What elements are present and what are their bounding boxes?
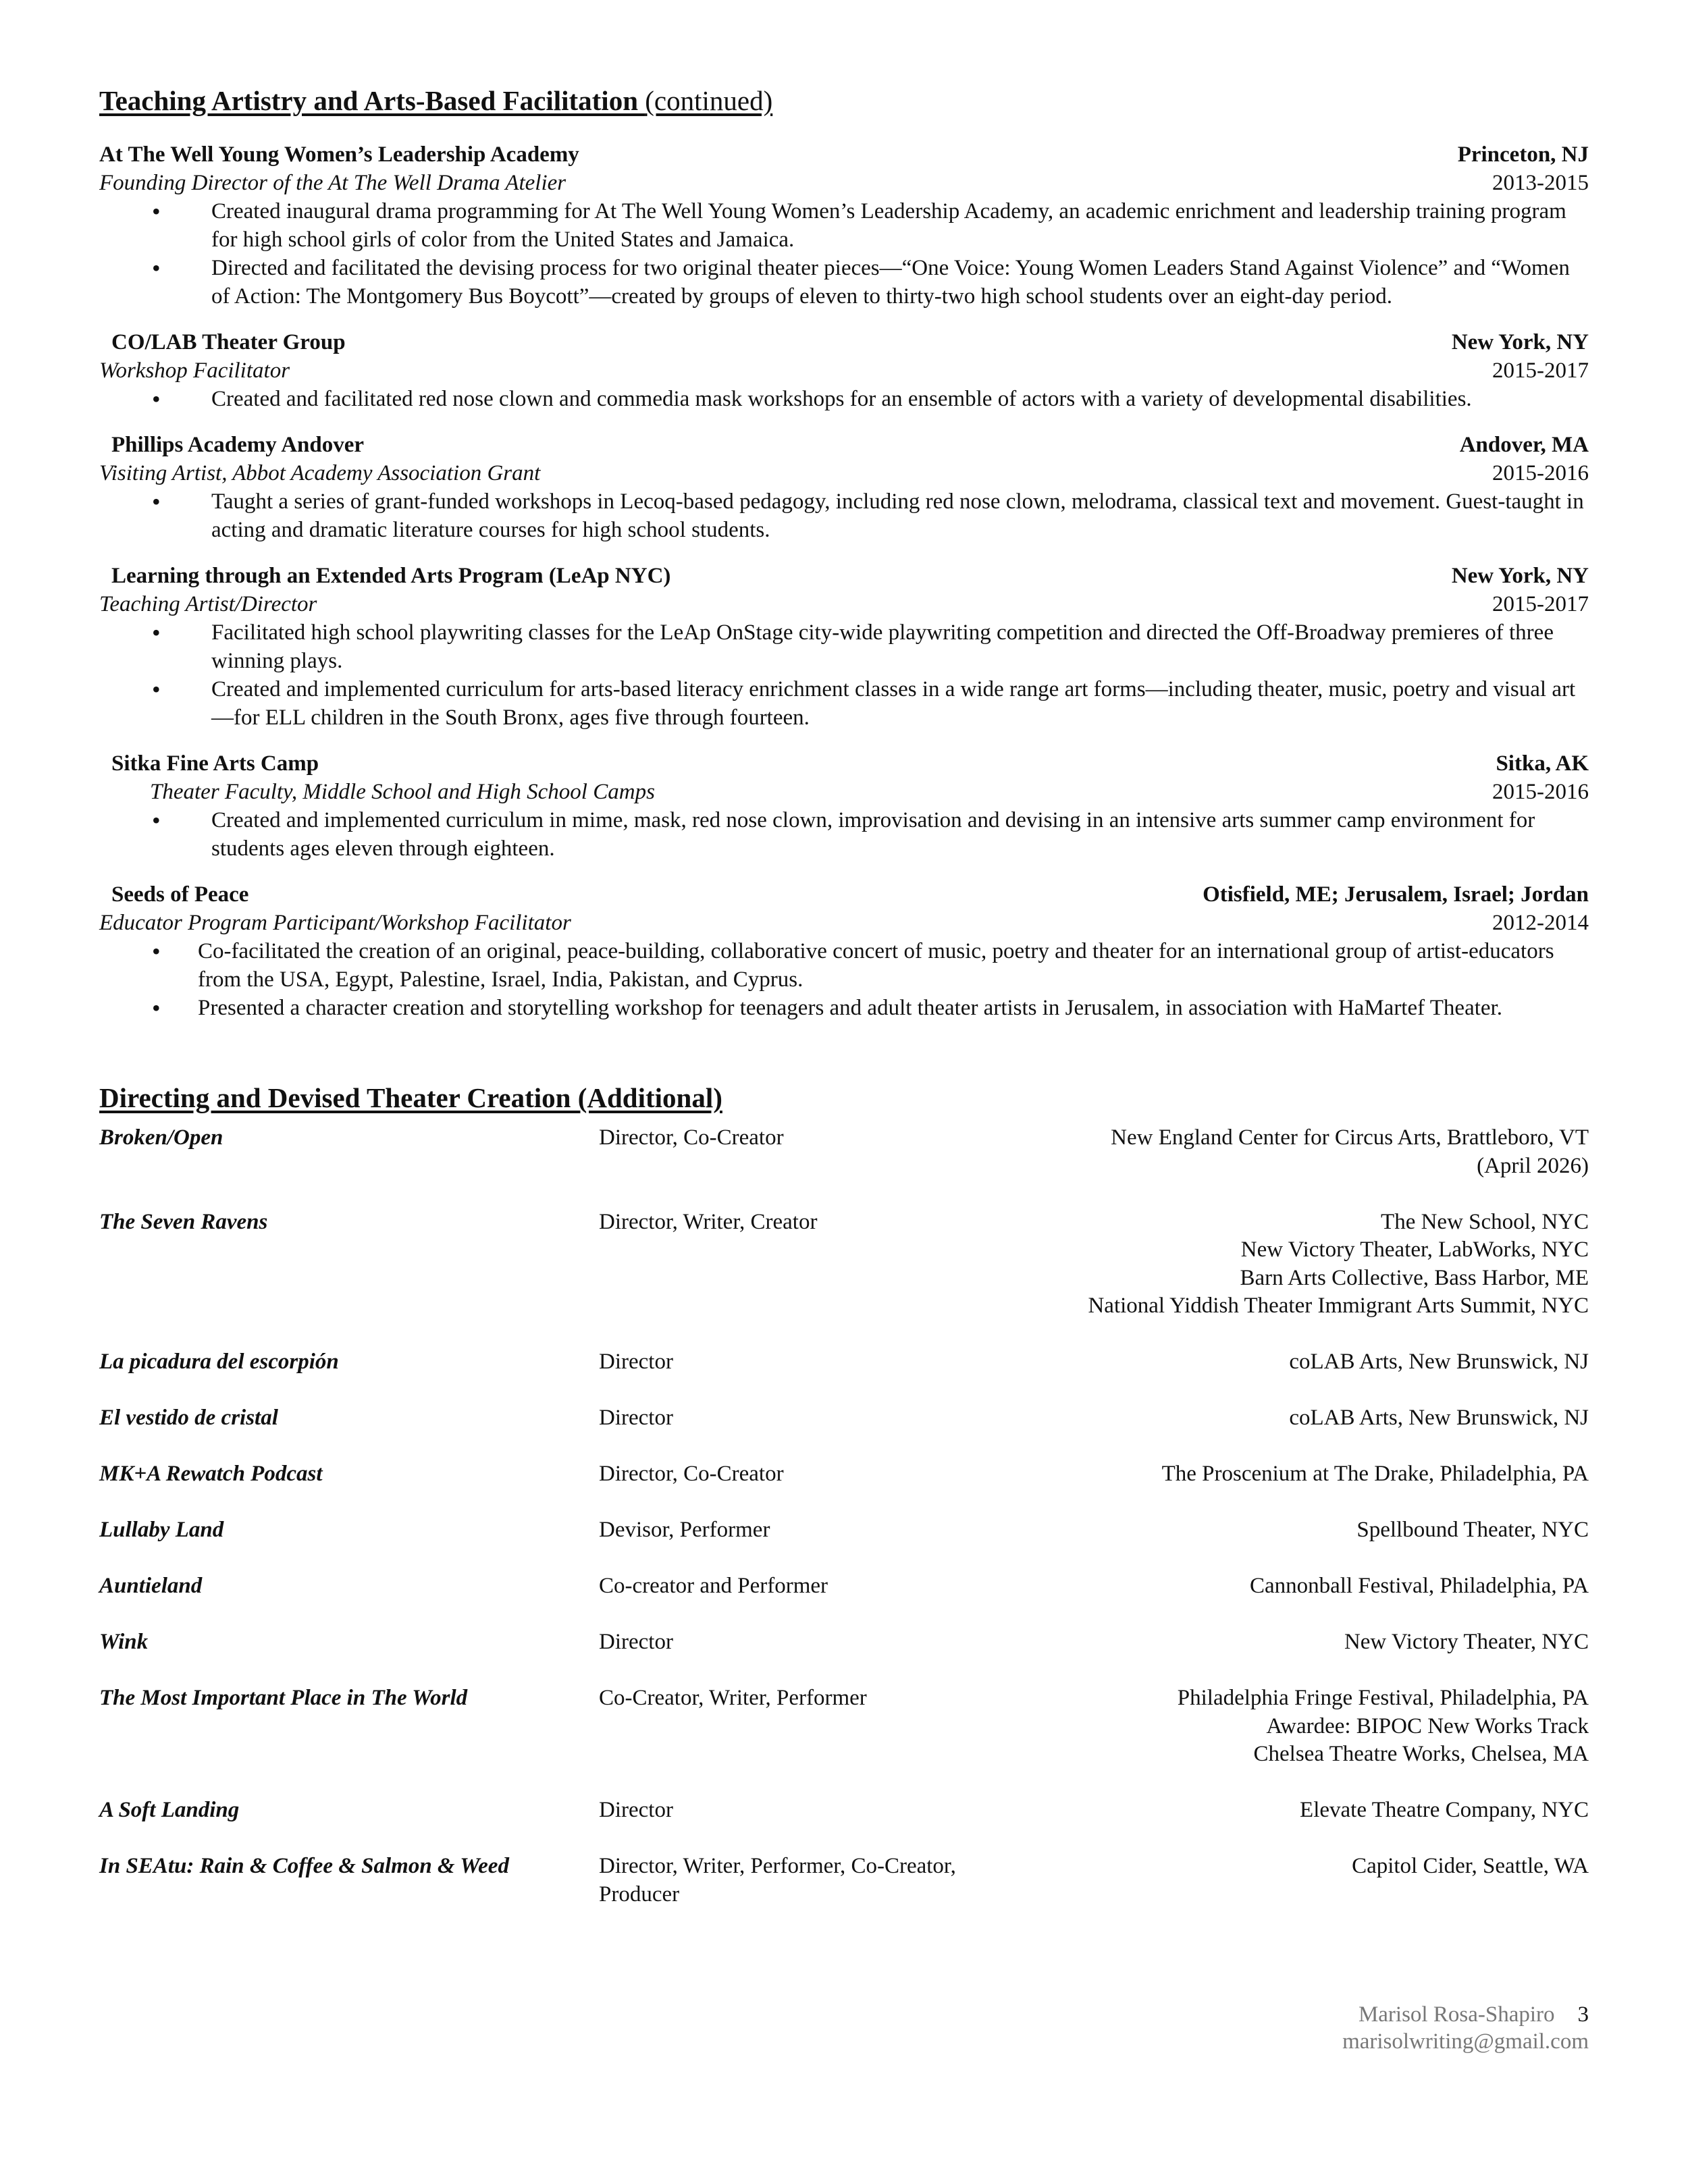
entry-org: Seeds of Peace <box>111 882 249 907</box>
section-title-directing: Directing and Devised Theater Creation (Additional) <box>99 1082 722 1114</box>
entry-colab <box>99 328 1589 413</box>
production-title: Auntieland <box>99 1574 203 1599</box>
bullet-item: • Created and implemented curriculum in mime, mask, red nose clown, improvisation and devising in an intensive arts summer camp environment for students ages eleven through eighteen. <box>99 806 1589 863</box>
production-venues <box>1031 1404 1589 1433</box>
entry-org: At The Well Young Women’s Leadership Academy <box>99 142 579 167</box>
production-role: Director, Co-Creator <box>599 1125 784 1150</box>
entry-bullets <box>99 487 1589 544</box>
production-role: Co-creator and Performer <box>599 1574 828 1599</box>
venue-line: Cannonball Festival, Philadelphia, PA <box>1249 1574 1589 1599</box>
production-venues <box>1031 1208 1589 1321</box>
production-role: Director <box>599 1798 673 1823</box>
entry-location: Andover, MA <box>1459 433 1589 458</box>
venue-line: New Victory Theater, NYC <box>1344 1630 1589 1655</box>
entry-location: New York, NY <box>1451 564 1589 589</box>
entry-years: 2015-2017 <box>1492 592 1589 617</box>
production-role: Director <box>599 1406 673 1431</box>
production-row <box>99 1628 1589 1657</box>
production-title: Broken/Open <box>99 1125 223 1150</box>
venue-line: Elevate Theatre Company, NYC <box>1300 1798 1589 1823</box>
production-title: Lullaby Land <box>99 1518 224 1543</box>
production-title: El vestido de cristal <box>99 1406 278 1431</box>
venue-line: National Yiddish Theater Immigrant Arts Summit, NYC <box>1088 1294 1589 1319</box>
section-title-suffix: (continued) <box>645 85 773 116</box>
venue-line: Capitol Cider, Seattle, WA <box>1352 1854 1589 1879</box>
venue-line: The Proscenium at The Drake, Philadelphia, PA <box>1161 1462 1589 1487</box>
entry-org: Phillips Academy Andover <box>111 433 365 458</box>
bullet-item: • Co-facilitated the creation of an original, peace-building, collaborative concert of music, poetry and theater for an international group of artist-educators from the USA, Egypt, Palestine, Israel, India, Pakistan, and Cyprus. <box>99 937 1589 994</box>
venue-line: The New School, NYC <box>1381 1209 1589 1234</box>
production-title: MK+A Rewatch Podcast <box>99 1462 323 1487</box>
production-title: In SEAtu: Rain & Coffee & Salmon & Weed <box>99 1854 509 1879</box>
entry-years: 2015-2016 <box>1492 461 1589 486</box>
production-venues <box>1031 1684 1589 1769</box>
venue-line: Chelsea Theatre Works, Chelsea, MA <box>1253 1742 1589 1767</box>
production-title: The Most Important Place in The World <box>99 1686 468 1711</box>
entry-years: 2013-2015 <box>1492 171 1589 196</box>
entry-role: Teaching Artist/Director <box>99 592 317 617</box>
bullet-item: • Facilitated high school playwriting classes for the LeAp OnStage city-wide playwriting competition and directed the Off-Broadway premieres of three winning plays. <box>99 618 1589 675</box>
production-venues <box>1031 1628 1589 1657</box>
page-number: 3 <box>1577 2002 1589 2027</box>
production-venues <box>1031 1796 1589 1825</box>
venue-line: coLAB Arts, New Brunswick, NJ <box>1289 1350 1589 1375</box>
entry-role: Founding Director of the At The Well Drama Atelier <box>99 171 566 196</box>
venue-line: Barn Arts Collective, Bass Harbor, ME <box>1240 1265 1589 1290</box>
entry-sitka <box>99 749 1589 863</box>
venue-line: Spellbound Theater, NYC <box>1356 1518 1589 1543</box>
venue-line: (April 2026) <box>1477 1153 1589 1178</box>
entry-role: Educator Program Participant/Workshop Facilitator <box>99 911 571 936</box>
production-title: The Seven Ravens <box>99 1209 268 1234</box>
production-role: Director <box>599 1630 673 1655</box>
entry-bullets <box>99 937 1589 1022</box>
production-role: Director, Writer, Creator <box>599 1209 818 1234</box>
entry-years: 2012-2014 <box>1492 911 1589 936</box>
entry-years: 2015-2017 <box>1492 358 1589 383</box>
production-title: Wink <box>99 1630 149 1655</box>
production-row <box>99 1460 1589 1489</box>
production-row <box>99 1124 1589 1180</box>
entry-phillips-andover <box>99 431 1589 544</box>
entry-location: Sitka, AK <box>1496 751 1589 776</box>
bullet-item: • Taught a series of grant-funded workshops in Lecoq-based pedagogy, including red nose clown, melodrama, classical text and movement. Guest-taught in acting and dramatic literature courses for high school students. <box>99 487 1589 544</box>
production-row <box>99 1208 1589 1321</box>
entry-location: Otisfield, ME; Jerusalem, Israel; Jordan <box>1203 882 1589 907</box>
production-row <box>99 1796 1589 1825</box>
footer-email: marisolwriting@gmail.com <box>1342 2029 1589 2054</box>
production-role: Director, Co-Creator <box>599 1462 784 1487</box>
entry-location: New York, NY <box>1451 330 1589 355</box>
production-role: Director, Writer, Performer, Co-Creator, Producer <box>599 1854 956 1907</box>
bullet-item: • Presented a character creation and storytelling workshop for teenagers and adult theater artists in Jerusalem, in association with HaMartef Theater. <box>99 994 1589 1022</box>
directing-section <box>99 1082 1589 1909</box>
entry-bullets <box>99 618 1589 732</box>
production-venues <box>1031 1853 1589 1909</box>
production-role: Director <box>599 1350 673 1375</box>
entry-role: Visiting Artist, Abbot Academy Association Grant <box>99 461 541 486</box>
venue-line: Awardee: BIPOC New Works Track <box>1266 1713 1589 1738</box>
entry-org: Learning through an Extended Arts Program (LeAp NYC) <box>111 564 671 589</box>
production-row <box>99 1572 1589 1601</box>
entry-bullets <box>99 385 1589 413</box>
production-role: Co-Creator, Writer, Performer <box>599 1686 867 1711</box>
production-venues <box>1031 1124 1589 1180</box>
bullet-item: • Created inaugural drama programming for At The Well Young Women’s Leadership Academy, an academic enrichment and leadership training program for high school girls of color from the United States and Jamaica. <box>99 197 1589 254</box>
venue-line: Philadelphia Fringe Festival, Philadelphia, PA <box>1177 1686 1589 1711</box>
bullet-item: • Directed and facilitated the devising process for two original theater pieces—“One Voice: Young Women Leaders Stand Against Violence” and “Women of Action: The Montgomery Bus Boycott”—created by groups of eleven to thirty-two high school students over an eight-day period. <box>99 254 1589 311</box>
production-role: Devisor, Performer <box>599 1518 770 1543</box>
venue-line: New England Center for Circus Arts, Brattleboro, VT <box>1111 1125 1589 1150</box>
production-title: La picadura del escorpión <box>99 1350 339 1375</box>
entry-org: CO/LAB Theater Group <box>111 330 346 355</box>
production-row <box>99 1404 1589 1433</box>
venue-line: New Victory Theater, LabWorks, NYC <box>1240 1237 1589 1262</box>
production-row <box>99 1853 1589 1909</box>
entry-bullets <box>99 197 1589 311</box>
page-footer <box>1342 2001 1589 2055</box>
production-row <box>99 1516 1589 1545</box>
production-row <box>99 1684 1589 1769</box>
entry-location: Princeton, NJ <box>1457 142 1589 167</box>
entry-seeds-of-peace <box>99 880 1589 1022</box>
entry-role: Theater Faculty, Middle School and High School Camps <box>150 780 655 805</box>
production-row <box>99 1348 1589 1377</box>
production-venues <box>1031 1460 1589 1489</box>
bullet-item: • Created and implemented curriculum for arts-based literacy enrichment classes in a wide range art forms—including theater, music, poetry and visual art—for ELL children in the South Bronx, ages five through fourteen. <box>99 675 1589 732</box>
production-venues <box>1031 1348 1589 1377</box>
entry-years: 2015-2016 <box>1492 780 1589 805</box>
footer-name: Marisol Rosa-Shapiro <box>1358 2002 1555 2027</box>
venue-line: coLAB Arts, New Brunswick, NJ <box>1289 1406 1589 1431</box>
entry-role: Workshop Facilitator <box>99 358 290 383</box>
entry-org: Sitka Fine Arts Camp <box>111 751 319 776</box>
entry-bullets <box>99 806 1589 863</box>
resume-page <box>99 84 1589 1909</box>
production-title: A Soft Landing <box>99 1798 240 1823</box>
production-venues <box>1031 1516 1589 1545</box>
bullet-item: • Created and facilitated red nose clown and commedia mask workshops for an ensemble of actors with a variety of developmental disabilities. <box>99 385 1589 413</box>
production-venues <box>1031 1572 1589 1601</box>
section-title-teaching: Teaching Artistry and Arts-Based Facilitation (continued) <box>99 85 773 116</box>
entry-at-the-well <box>99 140 1589 311</box>
entry-leap-nyc <box>99 562 1589 732</box>
